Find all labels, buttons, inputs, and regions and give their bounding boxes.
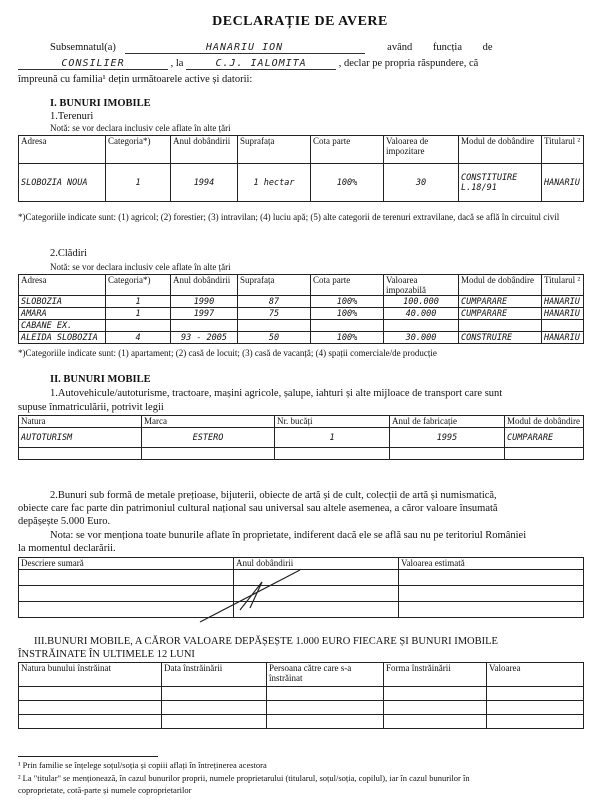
metale-note-2: la momentul declarării.	[18, 543, 116, 554]
cell[interactable]: HANARIU	[542, 308, 584, 320]
la-label: , la	[170, 58, 184, 69]
cell[interactable]: ALEIDA SLOBOZIA	[19, 332, 106, 344]
cell[interactable]: 1	[106, 296, 171, 308]
cell[interactable]	[487, 687, 584, 701]
header-cell: Adresa	[19, 275, 106, 296]
header-cell: Descriere sumară	[19, 558, 234, 570]
cell[interactable]: SLOBOZIA NOUA	[19, 164, 106, 202]
terenuri-footnote: *)Categoriile indicate sunt: (1) agricol; (2) forestier; (3) intravilan; (4) luciu apă; (5) alte categorii de terenuri extravilane, dacă se află în circuitul civil	[18, 212, 560, 222]
institution-value[interactable]: C.J. IALOMITA	[186, 58, 336, 70]
header-cell: Cota parte	[311, 136, 384, 164]
header-cell: Nr. bucăți	[275, 416, 390, 428]
cell[interactable]	[19, 715, 162, 729]
footnote-1: ¹ Prin familie se înțelege soțul/soția și copiii aflați în întreținerea acestora	[18, 760, 267, 770]
auto-line-2: supuse înmatriculării, potrivit legii	[18, 402, 164, 413]
table-row	[19, 687, 584, 701]
metale-line-2: obiecte care fac parte din patrimoniul cultural național sau universal sau altele asemenea, a căror valoare însumată	[18, 503, 498, 514]
cell[interactable]: AUTOTURISM	[19, 428, 142, 448]
cell[interactable]: CABANE EX.	[19, 320, 106, 332]
header-cell: Forma înstrăinării	[384, 663, 487, 687]
terenuri-note: Notă: se vor declara inclusiv cele aflate în alte țări	[50, 123, 231, 133]
header-cell: Valoarea	[487, 663, 584, 687]
cell[interactable]	[384, 701, 487, 715]
intro-line-3: împreună cu familia¹ dețin următoarele active și datorii:	[18, 74, 253, 85]
cell[interactable]: 1990	[171, 296, 238, 308]
declarant-name[interactable]: HANARIU ION	[125, 42, 365, 54]
cell[interactable]: CONSTRUIRE	[459, 332, 542, 344]
footnote-2a: ² La "titular" se menționează, în cazul bunurilor proprii, numele proprietarului (titularul, soțul/soția, copilul), iar în cazul bunurilor în	[18, 773, 470, 783]
section-3-heading-1: III.BUNURI MOBILE, A CĂROR VALOARE DEPĂȘEȘTE 1.000 EURO FIECARE ȘI BUNURI IMOBILE	[34, 636, 498, 647]
cell[interactable]	[19, 701, 162, 715]
cell[interactable]: 75	[238, 308, 311, 320]
cell[interactable]: 30	[384, 164, 459, 202]
metale-note-1: Nota: se vor menționa toate bunurile aflate în proprietate, indiferent dacă ele se află sau nu pe teritoriul României	[50, 530, 527, 541]
cell[interactable]: 87	[238, 296, 311, 308]
cell[interactable]	[384, 715, 487, 729]
section-1-heading: I. BUNURI IMOBILE	[50, 98, 151, 109]
cell[interactable]: CUMPARARE	[459, 308, 542, 320]
header-cell: Suprafața	[238, 136, 311, 164]
cell[interactable]: SLOBOZIA	[19, 296, 106, 308]
table-row	[19, 715, 584, 729]
header-cell: Anul de fabricație	[390, 416, 505, 428]
cell[interactable]: HANARIU	[542, 164, 584, 202]
header-cell: Natura	[19, 416, 142, 428]
cell[interactable]: 100%	[311, 296, 384, 308]
subsemnatul-label: Subsemnatul(a)	[50, 42, 116, 53]
header-cell: Modul de dobândire	[505, 416, 584, 428]
cell[interactable]: 100%	[311, 164, 384, 202]
cell[interactable]	[384, 687, 487, 701]
terenuri-heading: 1.Terenuri	[50, 111, 94, 122]
cell[interactable]: 1994	[171, 164, 238, 202]
header-cell: Natura bunului înstrăinat	[19, 663, 162, 687]
cell[interactable]: 30.000	[384, 332, 459, 344]
cell[interactable]	[19, 687, 162, 701]
header-cell: Titularul ²	[542, 275, 584, 296]
avand-functia-label: având funcția de	[387, 42, 493, 53]
cell[interactable]	[162, 701, 267, 715]
cell[interactable]: HANARIU	[542, 332, 584, 344]
cell[interactable]: 1	[106, 308, 171, 320]
cell[interactable]: 1 hectar	[238, 164, 311, 202]
auto-line-1: 1.Autovehicule/autoturisme, tractoare, mașini agricole, șalupe, iahturi și alte mijloace de transport care sunt	[50, 388, 503, 399]
cell[interactable]: 50	[238, 332, 311, 344]
cell[interactable]	[267, 715, 384, 729]
cell[interactable]	[487, 715, 584, 729]
table-row	[19, 701, 584, 715]
header-cell: Anul dobândirii	[171, 136, 238, 164]
header-cell: Marca	[142, 416, 275, 428]
cell[interactable]: CONSTITUIRE L.18/91	[459, 164, 542, 202]
header-cell: Categoria*)	[106, 275, 171, 296]
cell[interactable]: 1997	[171, 308, 238, 320]
header-cell: Anul dobândirii	[234, 558, 399, 570]
instrainate-table	[18, 662, 584, 729]
cladiri-heading: 2.Clădiri	[50, 248, 88, 259]
function-value[interactable]: CONSILIER	[18, 58, 168, 70]
cell[interactable]	[487, 701, 584, 715]
header-cell: Anul dobândirii	[171, 275, 238, 296]
metale-line-1: 2.Bunuri sub formă de metale prețioase, bijuterii, obiecte de artă și de cult, colecții de artă și numismatică,	[50, 490, 497, 501]
cell[interactable]: ESTERO	[142, 428, 275, 448]
header-cell: Suprafața	[238, 275, 311, 296]
cell[interactable]: 1	[106, 164, 171, 202]
cell[interactable]: 100%	[311, 332, 384, 344]
metale-line-3: depășește 5.000 Euro.	[18, 516, 111, 527]
cell[interactable]: 1	[275, 428, 390, 448]
page-title: DECLARAȚIE DE AVERE	[212, 14, 388, 29]
header-cell: Modul de dobândire	[459, 136, 542, 164]
cell[interactable]	[162, 687, 267, 701]
cell[interactable]: 93 - 2005	[171, 332, 238, 344]
header-cell: Valoarea impozabilă	[384, 275, 459, 296]
table-header-row	[19, 663, 584, 687]
cell[interactable]	[162, 715, 267, 729]
footnote-separator	[18, 756, 158, 757]
cell[interactable]: 1995	[390, 428, 505, 448]
cell[interactable]: 40.000	[384, 308, 459, 320]
header-cell: Valoarea estimată	[399, 558, 584, 570]
section-2-heading: II. BUNURI MOBILE	[50, 374, 151, 385]
cell[interactable]: 100%	[311, 308, 384, 320]
header-cell: Titularul ²	[542, 136, 584, 164]
cladiri-note: Notă: se vor declara inclusiv cele aflate în alte țări	[50, 262, 231, 272]
cell[interactable]	[267, 687, 384, 701]
cell[interactable]: AMARA	[19, 308, 106, 320]
cell[interactable]: 4	[106, 332, 171, 344]
cell[interactable]: 100.000	[384, 296, 459, 308]
footnote-2b: coproprietate, cotă-parte și numele coproprietarilor	[18, 785, 192, 795]
cell[interactable]: CUMPARARE	[505, 428, 584, 448]
declar-label: , declar pe propria răspundere, că	[338, 58, 479, 69]
header-cell: Persoana către care s-a înstrăinat	[267, 663, 384, 687]
header-cell: Cota parte	[311, 275, 384, 296]
header-cell: Data înstrăinării	[162, 663, 267, 687]
header-cell: Modul de dobândire	[459, 275, 542, 296]
header-cell: Valoarea de impozitare	[384, 136, 459, 164]
header-cell: Categoria*)	[106, 136, 171, 164]
section-3-heading-2: ÎNSTRĂINATE ÎN ULTIMELE 12 LUNI	[18, 649, 195, 660]
cladiri-footnote: *)Categoriile indicate sunt: (1) apartament; (2) casă de locuit; (3) casă de vacanță; (4) spații comerciale/de producție	[18, 348, 437, 358]
header-cell: Adresa	[19, 136, 106, 164]
cell[interactable]: HANARIU	[542, 296, 584, 308]
cell[interactable]	[267, 701, 384, 715]
cell[interactable]: CUMPARARE	[459, 296, 542, 308]
